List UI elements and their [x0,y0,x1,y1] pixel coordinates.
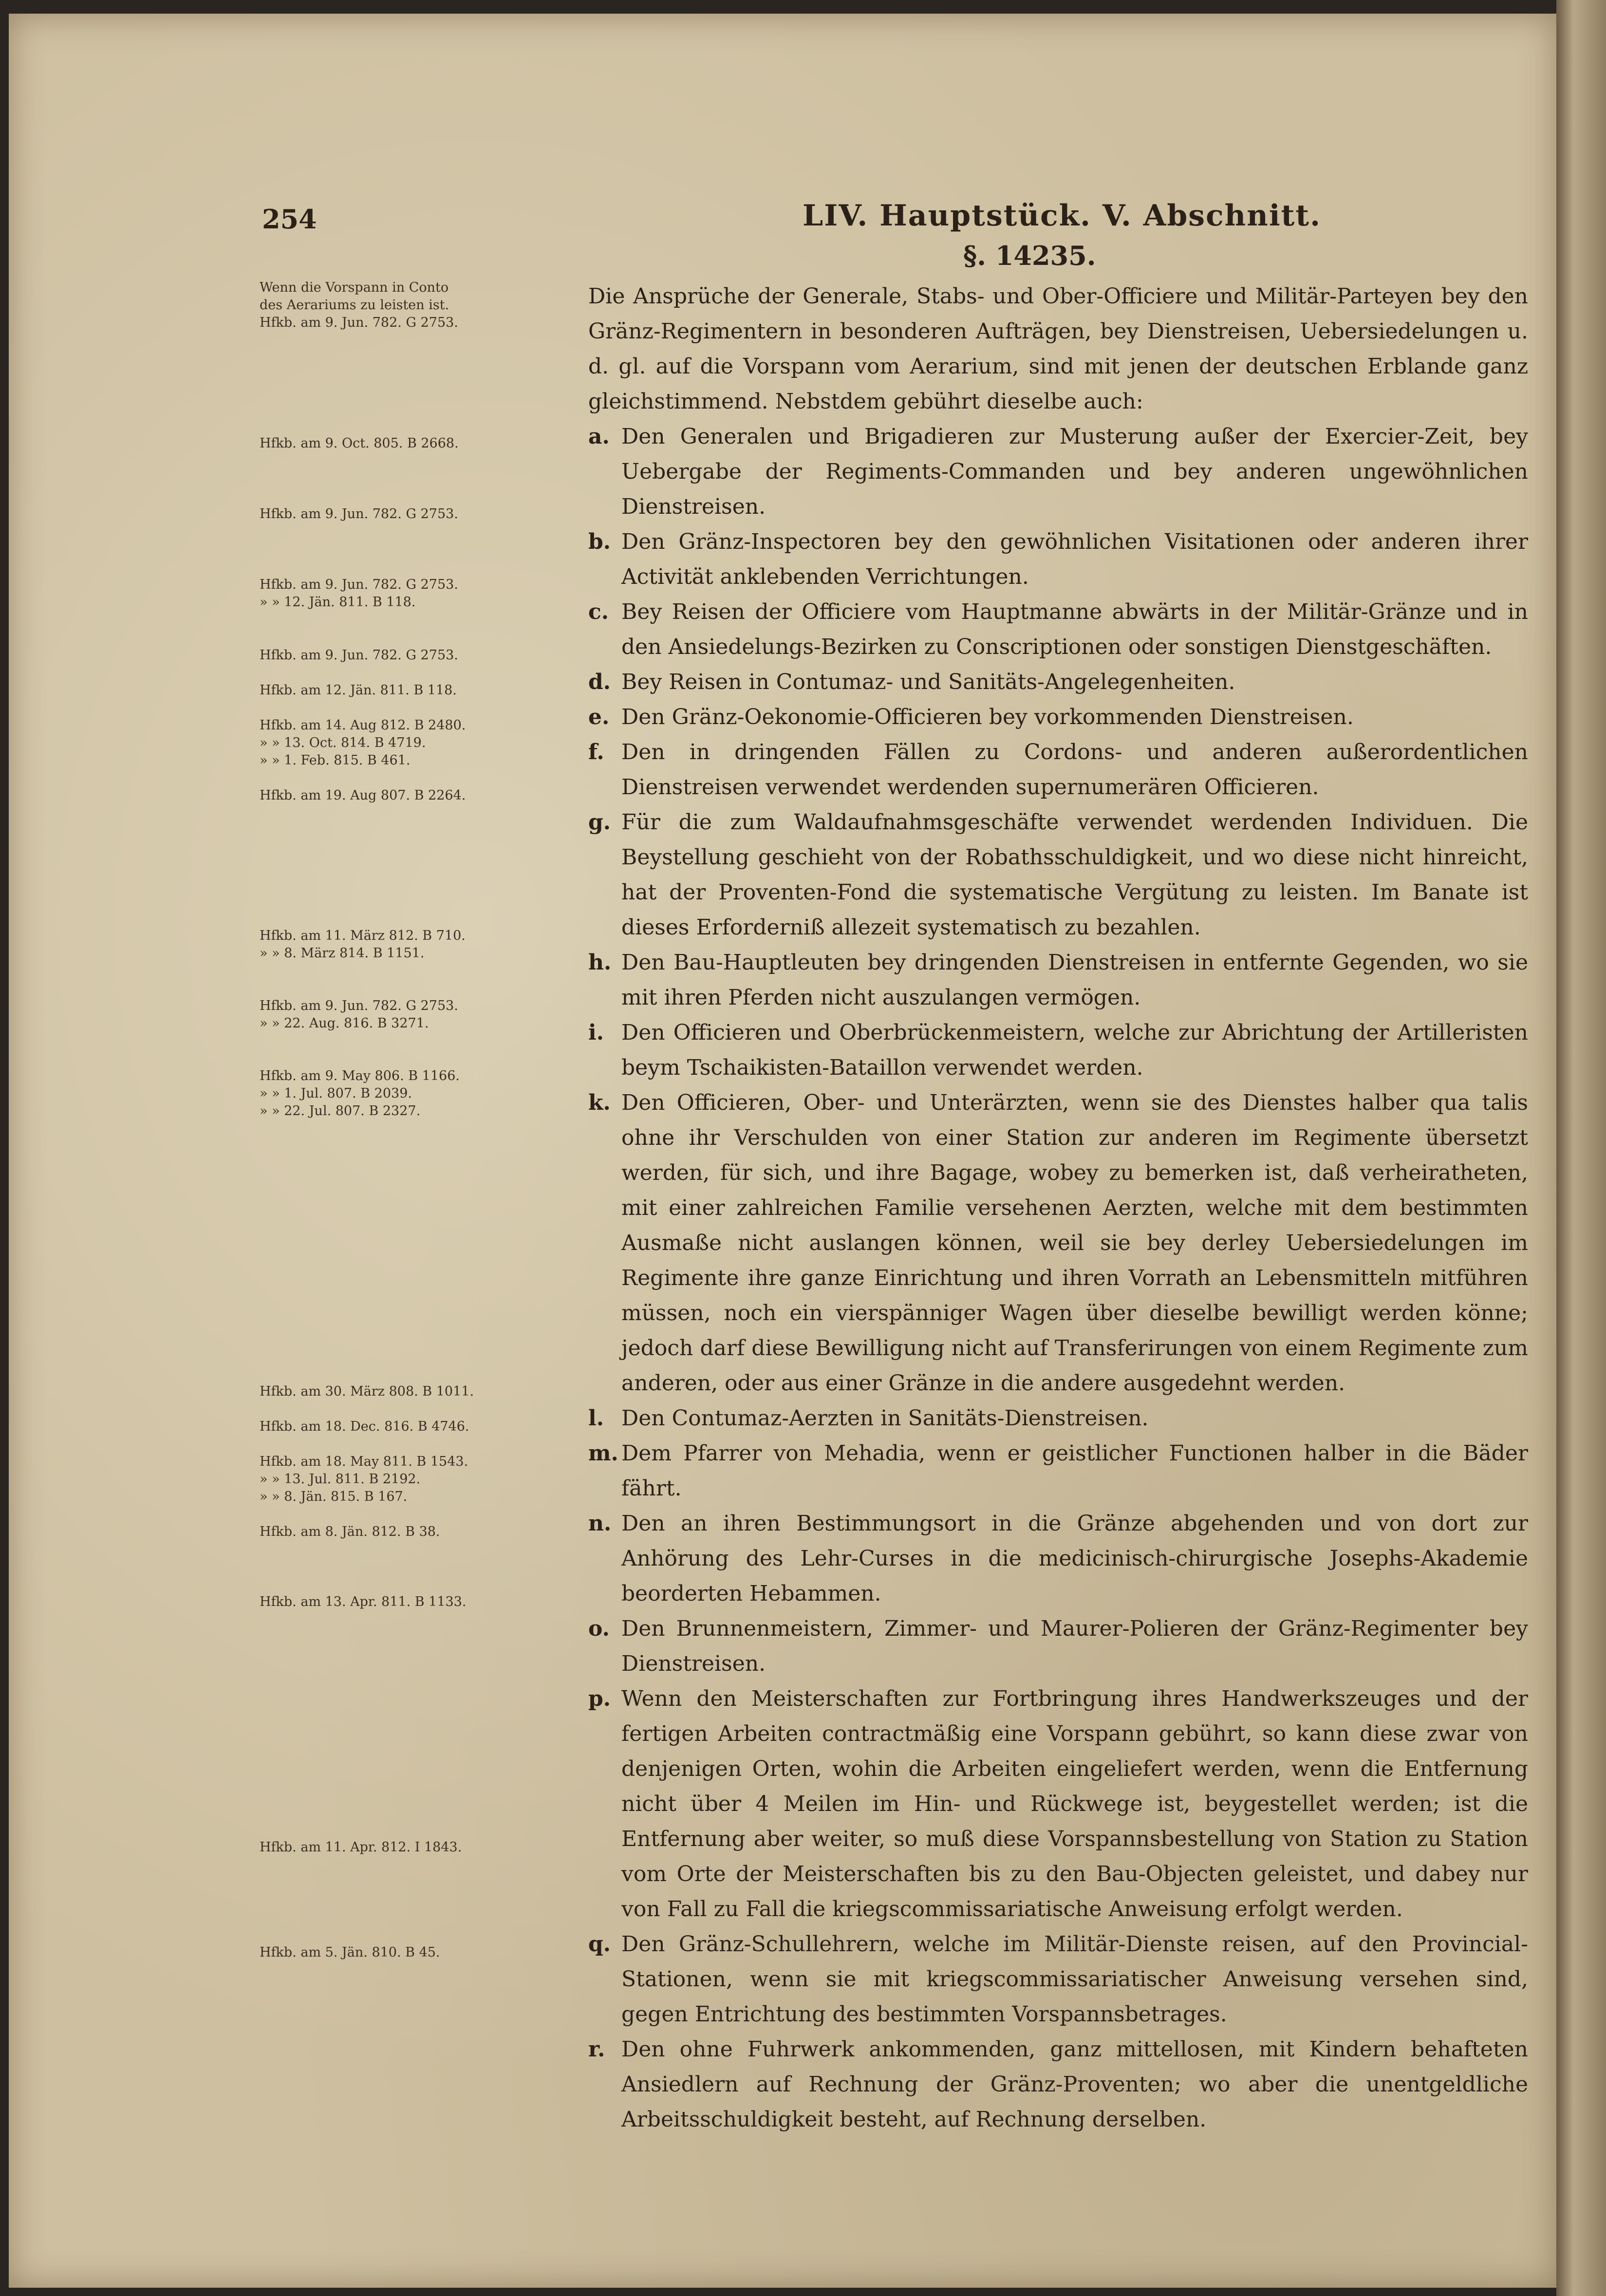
item-letter: e. [588,705,610,729]
section-heading: §. 14235. [963,240,1096,271]
list-item-r [588,2032,1528,2137]
item-letter: m. [588,1441,618,1466]
item-text: Den Gränz-Oekonomie-Officieren bey vorkommenden Dienstreisen. [621,705,1354,729]
margin-note [260,1593,552,1611]
note-line: Wenn die Vorspann in Conto [260,280,449,295]
item-letter: l. [588,1406,604,1431]
item-text: Den Gränz-Inspectoren bey den gewöhnlichen Visitationen oder anderen ihrer Activität anklebenden Verrichtungen. [621,529,1528,589]
note-line: Hfkb. am 9. Jun. 782. G 2753. [260,998,458,1013]
note-line: » » 13. Jul. 811. B 2192. [260,1472,421,1487]
item-letter: g. [588,810,611,835]
list-item-f [588,735,1528,805]
list-item-d [588,665,1528,700]
note-line: Hfkb. am 9. Jun. 782. G 2753. [260,315,458,330]
list-item-q [588,1927,1528,2032]
page-number: 254 [262,204,317,235]
item-letter: o. [588,1616,610,1641]
note-line: » » 12. Jän. 811. B 118. [260,595,416,610]
list-item-n [588,1506,1528,1611]
item-text: Den Generalen und Brigadieren zur Musterung außer der Exercier-Zeit, bey Uebergabe der Regiments-Commanden und bey anderen ungewöhnlichen Dienstreisen. [621,424,1528,519]
list-item-m [588,1436,1528,1506]
margin-note [260,576,552,611]
note-line: » » 22. Jul. 807. B 2327. [260,1103,421,1119]
margin-note [260,279,552,332]
note-line: Hfkb. am 13. Apr. 811. B 1133. [260,1594,467,1609]
item-text: Wenn den Meisterschaften zur Fortbringung ihres Handwerkszeuges und der fertigen Arbeiten contractmäßig eine Vorspann gebührt, so kann diese zwar von denjenigen Orten, wohin die Arbeiten eingeliefert werden, wenn die Entfernung nicht über 4 Meilen im Hin- und Rückwege ist, beygestellet werden; ist die Entfernung aber weiter, so muß diese Vorspannsbestellung von Station zu Station vom Orte der Meisterschaften bis zu den Bau-Objecten geleistet, und dabey nur von Fall zu Fall die kriegscommissariatische Anweisung erfolgt werden. [621,1686,1528,1922]
note-line: Hfkb. am 5. Jän. 810. B 45. [260,1945,440,1960]
margin-note [260,1383,552,1400]
margin-note [260,1453,552,1506]
intro-paragraph: Die Ansprüche der Generale, Stabs- und Ober-Officiere und Militär-Parteyen bey den Gränz-Regimentern in besonderen Aufträgen, bey Dienstreisen, Uebersiedelungen u. d. gl. auf die Vorspann vom Aerarium, sind mit jenen der deutschen Erblande ganz gleichstimmend. Nebstdem gebührt dieselbe auch: [588,284,1528,414]
margin-note [260,1523,552,1541]
item-letter: b. [588,529,611,554]
book-gutter [1556,0,1606,2296]
margin-note [260,787,552,804]
item-letter: n. [588,1511,612,1536]
margin-note [260,997,552,1032]
item-letter: a. [588,424,610,449]
note-line: » » 8. März 814. B 1151. [260,946,425,961]
note-line: Hfkb. am 30. März 808. B 1011. [260,1384,474,1399]
running-head: LIV. Hauptstück. V. Abschnitt. [803,199,1321,233]
note-line: Hfkb. am 9. May 806. B 1166. [260,1068,460,1083]
item-letter: i. [588,1020,604,1045]
item-text: Den Officieren und Oberbrückenmeistern, welche zur Abrichtung der Artilleristen beym Tschaikisten-Bataillon verwendet werden. [621,1020,1528,1080]
list-item-i [588,1015,1528,1085]
item-text: Bey Reisen in Contumaz- und Sanitäts-Angelegenheiten. [621,670,1235,694]
item-letter: k. [588,1090,611,1115]
note-line: Hfkb. am 18. Dec. 816. B 4746. [260,1419,469,1434]
item-text: Den Bau-Hauptleuten bey dringenden Dienstreisen in entfernte Gegenden, wo sie mit ihren Pferden nicht auszulangen vermögen. [621,950,1528,1010]
list-item-o [588,1611,1528,1681]
note-line: » » 13. Oct. 814. B 4719. [260,735,426,750]
list-item-b [588,524,1528,595]
list-item-k [588,1085,1528,1401]
list-item-c [588,595,1528,665]
item-text: Den an ihren Bestimmungsort in die Gränze abgehenden und von dort zur Anhörung des Lehr-Curses in die medicinisch-chirurgische Josephs-Akademie beorderten Hebammen. [621,1511,1528,1606]
main-text [588,279,1528,2137]
item-text: Den ohne Fuhrwerk ankommenden, ganz mittellosen, mit Kindern behafteten Ansiedlern auf Rechnung der Gränz-Proventen; wo aber die unentgeldliche Arbeitsschuldigkeit besteht, auf Rechnung derselben. [621,2037,1528,2132]
note-line: » » 1. Feb. 815. B 461. [260,753,411,768]
note-line: Hfkb. am 9. Jun. 782. G 2753. [260,648,458,663]
item-letter: r. [588,2037,605,2062]
margin-note [260,1839,552,1856]
note-line: Hfkb. am 9. Oct. 805. B 2668. [260,436,459,451]
item-letter: p. [588,1686,611,1711]
margin-note [260,927,552,962]
note-line: Hfkb. am 19. Aug 807. B 2264. [260,788,466,803]
item-letter: h. [588,950,612,975]
margin-note [260,682,552,699]
list-item-g [588,805,1528,945]
list-item-e [588,700,1528,735]
note-line: Hfkb. am 12. Jän. 811. B 118. [260,683,457,698]
note-line: » » 1. Jul. 807. B 2039. [260,1086,412,1101]
item-text: Dem Pfarrer von Mehadia, wenn er geistlicher Functionen halber in die Bäder fährt. [621,1441,1528,1501]
margin-note [260,1067,552,1120]
note-line: » » 8. Jän. 815. B 167. [260,1489,408,1504]
note-line: » » 22. Aug. 816. B 3271. [260,1016,429,1031]
item-text: Den Brunnenmeistern, Zimmer- und Maurer-Polieren der Gränz-Regimenter bey Dienstreisen. [621,1616,1528,1676]
note-line: Hfkb. am 9. Jun. 782. G 2753. [260,506,458,522]
item-text: Den Gränz-Schullehrern, welche im Militär-Dienste reisen, auf den Provincial-Stationen, wenn sie mit kriegscommissariatischer Anweisung versehen sind, gegen Entrichtung des bestimmten Vorspannsbetrages. [621,1932,1528,2027]
margin-note [260,1418,552,1436]
book-page [9,14,1556,2288]
note-line: des Aerariums zu leisten ist. [260,298,449,313]
margin-note [260,505,552,523]
note-line: Hfkb. am 11. Apr. 812. I 1843. [260,1840,462,1855]
item-text: Den in dringenden Fällen zu Cordons- und anderen außerordentlichen Dienstreisen verwendet werdenden supernumerären Officieren. [621,740,1528,800]
list-item-h [588,945,1528,1015]
item-text: Bey Reisen der Officiere vom Hauptmanne abwärts in der Militär-Gränze und in den Ansiedelungs-Bezirken zu Conscriptionen oder sonstigen Dienstgeschäften. [621,599,1528,659]
item-text: Den Officieren, Ober- und Unterärzten, wenn sie des Dienstes halber qua talis ohne ihr Verschulden von einer Station zur anderen im Regimente übersetzt werden, für sich, und ihre Bagage, wobey zu bemerken ist, daß verheiratheten, mit einer zahlreichen Familie versehenen Aerzten, welche mit dem bestimmten Ausmaße nicht auslangen können, weil sie bey derley Uebersiedelungen im Regimente ihre ganze Einrichtung und ihren Vorrath an Lebensmitteln mitführen müssen, noch ein vierspänniger Wagen über dieselbe bewilligt werden könne; jedoch darf diese Bewilligung nicht auf Transferirungen von einem Regimente zum anderen, oder aus einer Gränze in die andere ausgedehnt werden. [621,1090,1528,1396]
list-item-l [588,1401,1528,1436]
item-text: Für die zum Waldaufnahmsgeschäfte verwendet werdenden Individuen. Die Beystellung geschieht von der Robathsschuldigkeit, und wo diese nicht hinreicht, hat der Proventen-Fond die systematische Vergütung zu leisten. Im Banate ist dieses Erforderniß allezeit systematisch zu bezahlen. [621,810,1528,940]
margin-note [260,717,552,769]
item-letter: d. [588,670,611,694]
item-letter: q. [588,1932,611,1957]
item-letter: f. [588,740,604,765]
list-item-a [588,419,1528,524]
margin-note [260,1944,552,1961]
margin-note [260,647,552,664]
note-line: Hfkb. am 18. May 811. B 1543. [260,1454,468,1469]
item-text: Den Contumaz-Aerzten in Sanitäts-Dienstreisen. [621,1406,1149,1431]
note-line: Hfkb. am 14. Aug 812. B 2480. [260,718,466,733]
note-line: Hfkb. am 8. Jän. 812. B 38. [260,1524,440,1539]
note-line: Hfkb. am 9. Jun. 782. G 2753. [260,577,458,592]
list-item-p [588,1681,1528,1927]
item-letter: c. [588,599,609,624]
note-line: Hfkb. am 11. März 812. B 710. [260,928,466,943]
margin-note [260,435,552,452]
